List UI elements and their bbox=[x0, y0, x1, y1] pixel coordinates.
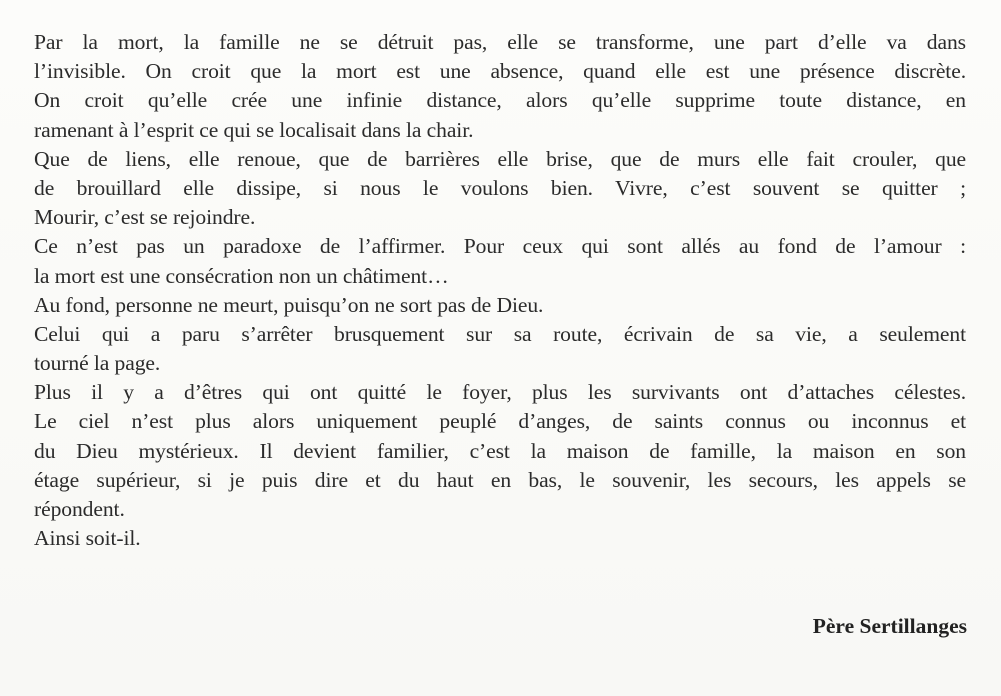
author-signature: Père Sertillanges bbox=[812, 614, 967, 638]
text-line-18: Ainsi soit-il. bbox=[34, 526, 141, 551]
text-line-12: tourné la page. bbox=[34, 351, 161, 376]
text-line-8: Ce n’est pas un paradoxe de l’affirmer. Pour ceux qui sont allés au fond de l’amour : bbox=[34, 234, 966, 259]
text-line-13: Plus il y a d’êtres qui ont quitté le foyer, plus les survivants ont d’attaches célestes. bbox=[34, 380, 966, 405]
text-line-11: Celui qui a paru s’arrêter brusquement sur sa route, écrivain de sa vie, a seulement bbox=[34, 321, 966, 346]
text-line-6: de brouillard elle dissipe, si nous le voulons bien. Vivre, c’est souvent se quitter ; bbox=[34, 175, 966, 200]
text-line-4: ramenant à l’esprit ce qui se localisait dans la chair. bbox=[34, 117, 474, 142]
text-line-17: répondent. bbox=[34, 497, 125, 521]
text-line-16: étage supérieur, si je puis dire et du haut en bas, le souvenir, les secours, les appels se bbox=[34, 467, 966, 492]
text-line-1: Par la mort, la famille ne se détruit pas, elle se transforme, une part d’elle va dans bbox=[34, 30, 966, 54]
text-line-7: Mourir, c’est se rejoindre. bbox=[34, 205, 256, 230]
text-line-10: Au fond, personne ne meurt, puisqu’on ne sort pas de Dieu. bbox=[34, 292, 544, 317]
text-line-14: Le ciel n’est plus alors uniquement peuplé d’anges, de saints connus ou inconnus et bbox=[34, 409, 966, 434]
text-line-2: l’invisible. On croit que la mort est une absence, quand elle est une présence discrète. bbox=[34, 59, 966, 84]
text-line-5: Que de liens, elle renoue, que de barrières elle brise, que de murs elle fait crouler, que bbox=[34, 146, 966, 171]
poem-text bbox=[34, 28, 966, 553]
text-line-9: la mort est une consécration non un châtiment… bbox=[34, 263, 449, 288]
text-line-15: du Dieu mystérieux. Il devient familier, c’est la maison de famille, la maison en son bbox=[34, 438, 966, 463]
text-line-3: On croit qu’elle crée une infinie distance, alors qu’elle supprime toute distance, en bbox=[34, 88, 966, 113]
